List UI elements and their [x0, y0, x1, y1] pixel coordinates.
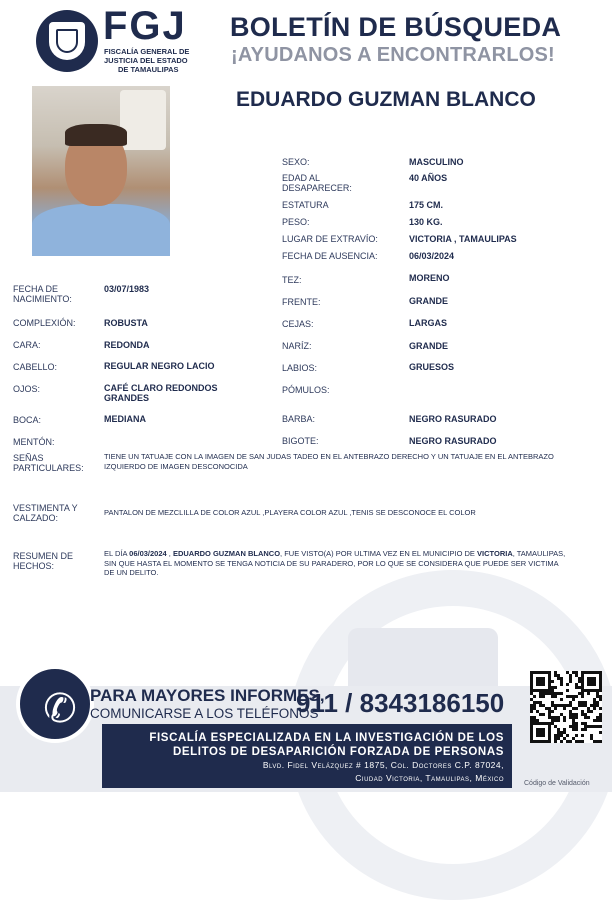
field-value: VICTORIA , TAMAULIPAS	[409, 234, 517, 244]
field-value: MEDIANA	[104, 414, 146, 424]
field-label: COMPLEXIÓN:	[13, 318, 76, 328]
field-label: CEJAS:	[282, 319, 314, 329]
contact-label: COMUNICARSE A LOS TELÉFONOS	[90, 706, 319, 721]
field-label: BOCA:	[13, 415, 42, 425]
field-value: MASCULINO	[409, 157, 464, 167]
qr-code-icon[interactable]	[530, 671, 602, 743]
field-value: 175 CM.	[409, 200, 444, 210]
field-label: OJOS:	[13, 384, 41, 394]
logo-subtitle-line: DE TAMAULIPAS	[118, 65, 179, 74]
field-value: 03/07/1983	[104, 284, 150, 294]
field-value: 130 KG.	[409, 217, 443, 227]
field-value: MORENO	[409, 273, 450, 283]
field-value: 40 AÑOS	[409, 173, 448, 183]
field-value: LARGAS	[409, 318, 447, 328]
field-label: BARBA:	[282, 414, 316, 424]
field-value: GRUESOS	[409, 362, 455, 372]
resumen-value	[104, 549, 568, 578]
resumen-text: , FUE VISTO(A) POR ULTIMA VEZ EN EL MUNICIPIO DE	[280, 549, 478, 558]
agency-line-2: DELITOS DE DESAPARICIÓN FORZADA DE PERSONAS	[172, 746, 504, 758]
field-label: PÓMULOS:	[282, 385, 330, 395]
resumen-label: RESUMEN DE HECHOS:	[13, 551, 74, 571]
field-label: PESO:	[282, 217, 310, 227]
field-label: LABIOS:	[282, 363, 318, 373]
field-value: REDONDA	[104, 340, 150, 350]
field-label: MENTÓN:	[13, 437, 55, 447]
vestimenta-label: VESTIMENTA Y CALZADO:	[13, 503, 78, 523]
field-value: NEGRO RASURADO	[409, 414, 497, 424]
agency-line-1: FISCALÍA ESPECIALIZADA EN LA INVESTIGACIÓN DE LOS	[149, 732, 504, 744]
phone-icon: ✆	[43, 687, 77, 731]
field-value: GRANDE	[409, 341, 449, 351]
bulletin-subtitle: ¡AYUDANOS A ENCONTRARLOS!	[231, 44, 555, 66]
field-label: LUGAR DE EXTRAVÍO:	[282, 234, 378, 244]
crest-inner	[56, 29, 78, 53]
field-label: FECHA DE NACIMIENTO:	[13, 284, 72, 304]
logo-text: FGJ	[103, 4, 187, 48]
phone-number[interactable]: 911 / 8343186150	[296, 688, 505, 718]
qr-label: Código de Validación	[524, 780, 590, 787]
field-value: CAFÉ CLARO REDONDOS GRANDES	[104, 383, 218, 403]
senas-value: TIENE UN TATUAJE CON LA IMAGEN DE SAN JUDAS TADEO EN EL ANTEBRAZO DERECHO Y UN TATUAJE EN EL ANTEBRAZO IZQUIERDO DE IMAGEN DESCONOCIDA	[104, 452, 554, 471]
senas-label: SEÑAS PARTICULARES:	[13, 453, 84, 473]
field-label: SEXO:	[282, 157, 310, 167]
field-label: BIGOTE:	[282, 436, 319, 446]
field-label: CABELLO:	[13, 362, 58, 372]
field-label: FRENTE:	[282, 297, 321, 307]
field-label: EDAD AL DESAPARECER:	[282, 173, 352, 193]
field-label: FECHA DE AUSENCIA:	[282, 251, 378, 261]
logo-subtitle-line: JUSTICIA DEL ESTADO	[104, 56, 188, 65]
resumen-date: 06/03/2024	[129, 549, 167, 558]
field-value: 06/03/2024	[409, 251, 455, 261]
person-photo	[32, 86, 170, 256]
field-label: CARA:	[13, 340, 41, 350]
resumen-place: VICTORIA	[477, 549, 513, 558]
logo-subtitle-line: FISCALÍA GENERAL DE	[104, 47, 190, 56]
address-line-1: Blvd. Fidel Velázquez # 1875, Col. Doctores C.P. 87024,	[262, 760, 504, 770]
more-info-label: PARA MAYORES INFORMES,	[90, 686, 325, 705]
field-value: NEGRO RASURADO	[409, 436, 497, 446]
field-label: ESTATURA	[282, 200, 329, 210]
field-label: NARÍZ:	[282, 341, 312, 351]
resumen-text: EL DÍA	[104, 549, 130, 558]
person-name: EDUARDO GUZMAN BLANCO	[236, 88, 536, 111]
resumen-name: EDUARDO GUZMAN BLANCO	[172, 549, 281, 558]
resumen-text: ,	[166, 549, 173, 558]
field-value: REGULAR NEGRO LACIO	[104, 361, 215, 371]
resumen-text: , TAMAULIPAS, SIN QUE HASTA EL MOMENTO SE TENGA NOTICIA DE SU PARADERO, POR LO QUE SE CONSIDERA QUE PUEDE SER VICTIMA DE UN DELITO.	[104, 549, 566, 577]
field-value: ROBUSTA	[104, 318, 148, 328]
field-label: TEZ:	[282, 275, 302, 285]
address-line-2: Ciudad Victoria, Tamaulipas, México	[355, 773, 504, 783]
logo-subtitle	[104, 47, 189, 74]
bulletin-title: BOLETÍN DE BÚSQUEDA	[230, 12, 562, 42]
field-value: GRANDE	[409, 296, 449, 306]
vestimenta-value: PANTALON DE MEZCLILLA DE COLOR AZUL ,PLAYERA COLOR AZUL ,TENIS SE DESCONOCE EL COLOR	[104, 508, 476, 517]
